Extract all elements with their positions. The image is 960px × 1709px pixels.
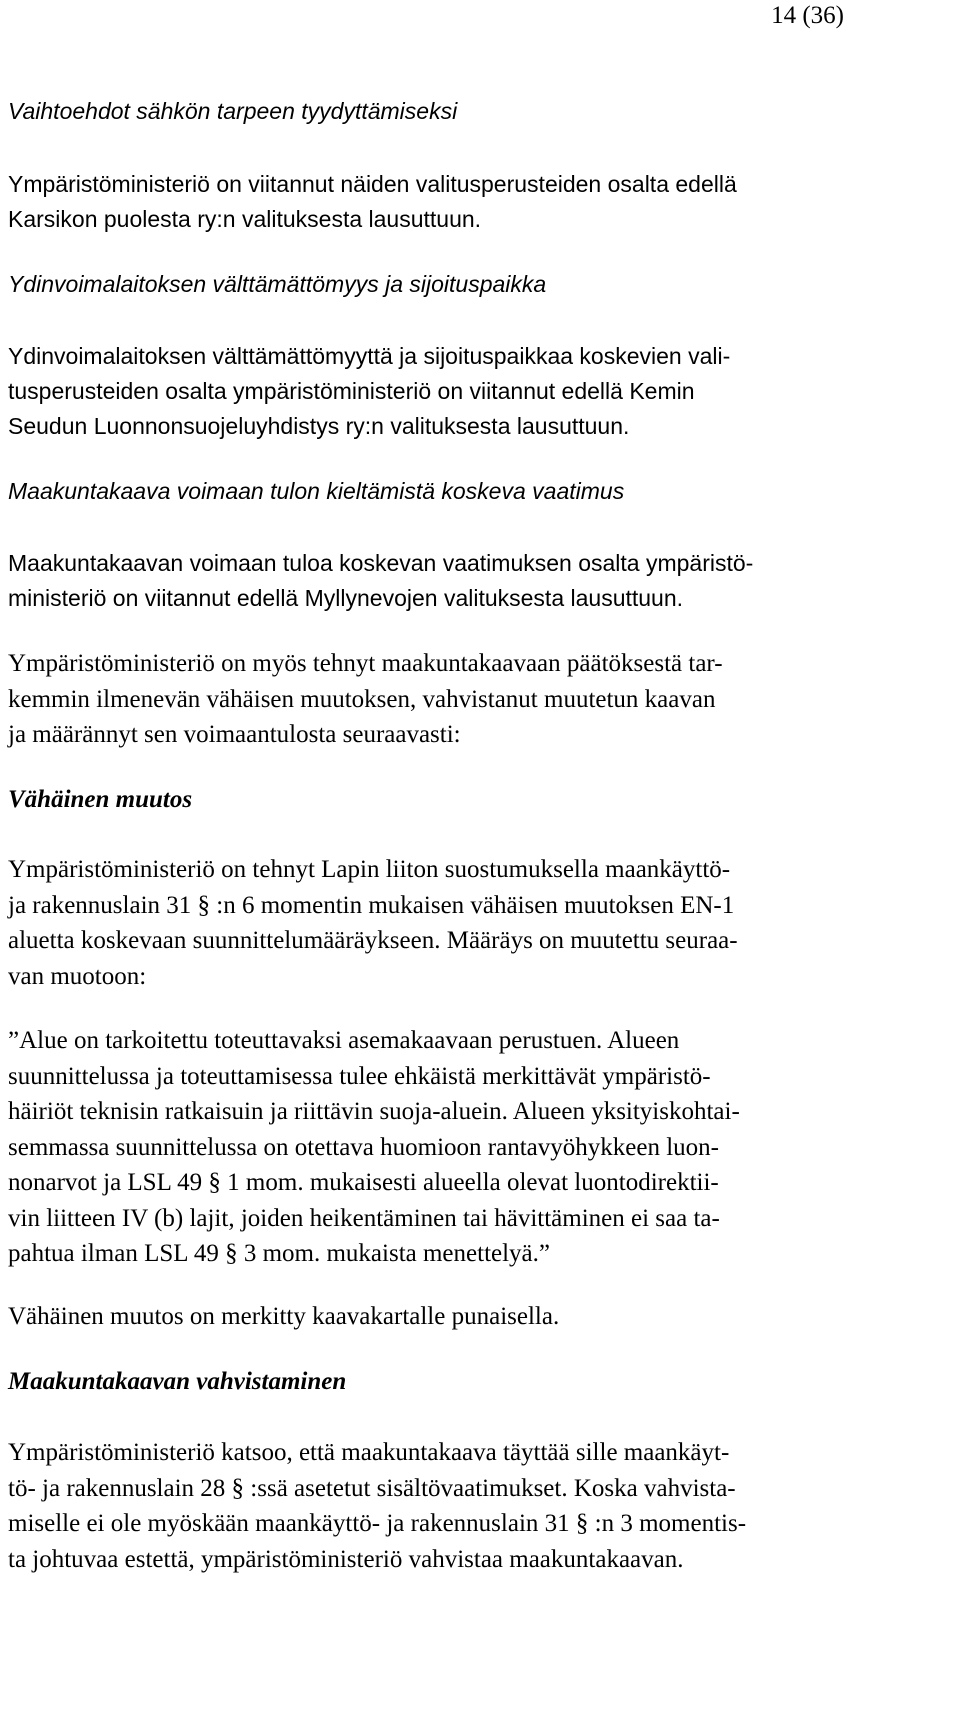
text-line: Ympäristöministeriö on tehnyt Lapin liiton suostumuksella maankäyttö- [8, 856, 731, 883]
text-line: Seudun Luonnonsuojeluyhdistys ry:n valituksesta lausuttuun. [8, 413, 630, 439]
text-line: van muotoon: [8, 962, 147, 990]
text-line: Karsikon puolesta ry:n valituksesta lausuttuun. [8, 206, 482, 232]
text-line: Maakuntakaavan voimaan tuloa koskevan vaatimuksen osalta ympäristö- [8, 550, 754, 576]
text-line: miselle ei ole myöskään maankäyttö- ja rakennuslain 31 § :n 3 momentis- [8, 1510, 747, 1537]
text-line: Ydinvoimalaitoksen välttämättömyyttä ja sijoituspaikkaa koskevien vali- [8, 343, 731, 369]
text-line: tusperusteiden osalta ympäristöministeriö on viitannut edellä Kemin [8, 378, 695, 404]
paragraph-minor-change [8, 852, 953, 994]
text-line: Ympäristöministeriö katsoo, että maakuntakaava täyttää sille maankäyt- [8, 1439, 730, 1466]
paragraph-alternatives [8, 167, 953, 237]
paragraph-ratification [8, 1435, 953, 1577]
text-line: ministeriö on viitannut edellä Myllynevojen valituksesta lausuttuun. [8, 585, 684, 611]
paragraph-marked-on-map: Vähäinen muutos on merkitty kaavakartalle punaisella. [8, 1303, 560, 1330]
text-line: nonarvot ja LSL 49 § 1 mom. mukaisesti alueella olevat luontodirektii- [8, 1169, 719, 1196]
paragraph-decision [8, 646, 953, 753]
text-line: kemmin ilmenevän vähäisen muutoksen, vahvistanut muutetun kaavan [8, 685, 716, 713]
text-line: aluetta koskevaan suunnittelumääräykseen. Määräys on muutettu seuraa- [8, 927, 738, 954]
text-line: tö- ja rakennuslain 28 § :ssä asetetut sisältövaatimukset. Koska vahvista- [8, 1474, 736, 1502]
text-line: Ympäristöministeriö on viitannut näiden valitusperusteiden osalta edellä [8, 171, 737, 197]
text-line: ”Alue on tarkoitettu toteuttavaksi asemakaavaan perustuen. Alueen [8, 1027, 680, 1054]
text-line: vin liitteen IV (b) lajit, joiden heikentäminen tai hävittäminen ei saa ta- [8, 1204, 720, 1232]
section-heading-entry-into-force: Maakuntakaava voimaan tulon kieltämistä koskeva vaatimus [8, 478, 625, 504]
section-heading-alternatives: Vaihtoehdot sähkön tarpeen tyydyttämiseksi [8, 98, 458, 124]
paragraph-entry-into-force [8, 546, 953, 616]
paragraph-necessity [8, 339, 953, 444]
page-number: 14 (36) [771, 2, 844, 29]
text-line: ja määrännyt sen voimaantulosta seuraavasti: [8, 721, 461, 748]
text-line: häiriöt teknisin ratkaisuin ja riittävin suoja-aluein. Alueen yksityiskohtai- [8, 1098, 740, 1125]
heading-ratification: Maakuntakaavan vahvistaminen [8, 1368, 347, 1395]
text-line: ja rakennuslain 31 § :n 6 momentin mukaisen vähäisen muutoksen EN-1 [8, 891, 735, 919]
quoted-regulation [8, 1023, 953, 1272]
text-line: pahtua ilman LSL 49 § 3 mom. mukaista menettelyä.” [8, 1240, 551, 1267]
heading-minor-change: Vähäinen muutos [8, 786, 193, 813]
text-line: ta johtuvaa estettä, ympäristöministeriö vahvistaa maakuntakaavan. [8, 1545, 684, 1573]
text-line: suunnittelussa ja toteuttamisessa tulee ehkäistä merkittävät ympäristö- [8, 1062, 711, 1090]
text-line: Ympäristöministeriö on myös tehnyt maakuntakaavaan päätöksestä tar- [8, 650, 723, 677]
section-heading-necessity: Ydinvoimalaitoksen välttämättömyys ja sijoituspaikka [8, 271, 547, 297]
text-line: semmassa suunnittelussa on otettava huomioon rantavyöhykkeen luon- [8, 1133, 719, 1161]
